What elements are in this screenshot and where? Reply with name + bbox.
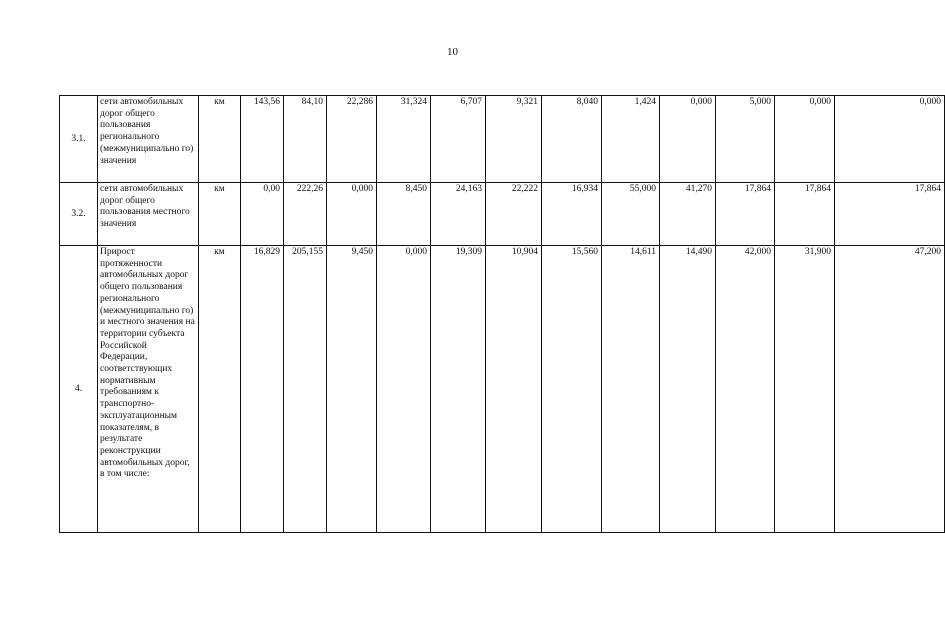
row-description: сети автомобильных дорог общего пользования местного значения (98, 183, 199, 246)
table-row (60, 183, 945, 246)
value-cell: 17,864 (835, 183, 945, 246)
value-cell: 17,864 (716, 183, 775, 246)
value-cell: 42,000 (716, 246, 775, 533)
table-row (60, 96, 945, 183)
value-cell: 222,26 (284, 183, 327, 246)
value-cell: 14,490 (660, 246, 716, 533)
row-unit: км (199, 183, 241, 246)
value-cell: 0,00 (241, 183, 284, 246)
value-cell: 55,000 (602, 183, 660, 246)
value-cell: 0,000 (775, 96, 835, 183)
value-cell: 41,270 (660, 183, 716, 246)
row-unit: км (199, 96, 241, 183)
value-cell: 143,56 (241, 96, 284, 183)
value-cell: 14,611 (602, 246, 660, 533)
row-description: сети автомобильных дорог общего пользования регионального (межмуниципально го) значения (98, 96, 199, 183)
value-cell: 9,321 (486, 96, 542, 183)
value-cell: 84,10 (284, 96, 327, 183)
value-cell: 16,934 (542, 183, 602, 246)
indicators-table (59, 95, 945, 533)
value-cell: 19,309 (431, 246, 486, 533)
value-cell: 16,829 (241, 246, 284, 533)
value-cell: 17,864 (775, 183, 835, 246)
row-number: 3.2. (60, 183, 98, 246)
row-number: 3.1. (60, 96, 98, 183)
value-cell: 31,324 (377, 96, 431, 183)
value-cell: 31,900 (775, 246, 835, 533)
value-cell: 0,000 (327, 183, 377, 246)
value-cell: 0,000 (660, 96, 716, 183)
table-row (60, 246, 945, 533)
value-cell: 8,040 (542, 96, 602, 183)
value-cell: 22,222 (486, 183, 542, 246)
value-cell: 0,000 (377, 246, 431, 533)
value-cell: 24,163 (431, 183, 486, 246)
value-cell: 15,560 (542, 246, 602, 533)
value-cell: 205,155 (284, 246, 327, 533)
value-cell: 47,200 (835, 246, 945, 533)
value-cell: 0,000 (835, 96, 945, 183)
page-number: 10 (447, 46, 458, 58)
row-unit: км (199, 246, 241, 533)
value-cell: 1,424 (602, 96, 660, 183)
value-cell: 9,450 (327, 246, 377, 533)
value-cell: 5,000 (716, 96, 775, 183)
value-cell: 22,286 (327, 96, 377, 183)
value-cell: 6,707 (431, 96, 486, 183)
row-description: Прирост протяженности автомобильных дорог общего пользования регионального (межмуниципально го) и местного значения на территории субъекта Российской Федерации, соответствующих нормативным требованиям к транспортно-эксплуатационным показателям, в результате реконструкции автомобильных дорог, в том числе: (98, 246, 199, 533)
value-cell: 10,904 (486, 246, 542, 533)
value-cell: 8,450 (377, 183, 431, 246)
row-number: 4. (60, 246, 98, 533)
